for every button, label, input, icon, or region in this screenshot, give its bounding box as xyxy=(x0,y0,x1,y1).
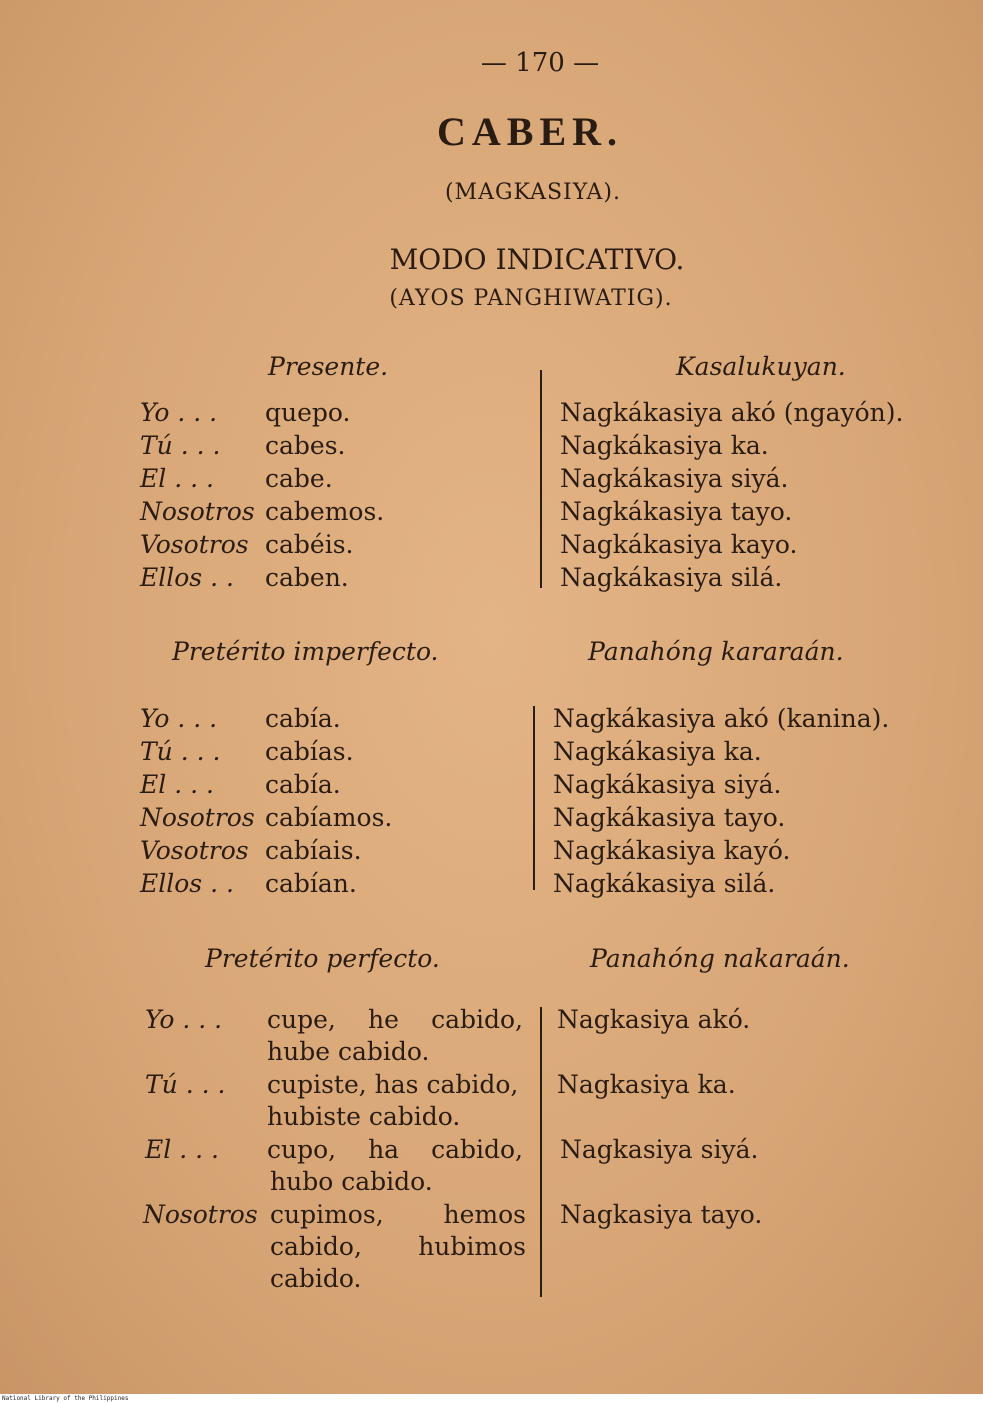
pronoun: El . . . xyxy=(140,464,214,493)
verb-title: CABER. xyxy=(436,109,624,154)
tagalog-line: Nagkasiya siyá. xyxy=(560,1135,759,1164)
tagalog-line: Nagkákasiya ka. xyxy=(560,431,769,460)
conjugation-row xyxy=(140,836,362,865)
pronoun: El . . . xyxy=(145,1135,219,1164)
verb-form: caben. xyxy=(265,563,349,592)
mode-title: MODO INDICATIVO. xyxy=(389,243,685,276)
tagalog-line: Nagkasiya akó. xyxy=(557,1005,751,1034)
tagalog-line: Nagkasiya tayo. xyxy=(560,1200,763,1229)
tagalog-line: Nagkákasiya silá. xyxy=(553,869,776,898)
verb-form: cabido. xyxy=(270,1264,362,1293)
pronoun: Tú . . . xyxy=(140,431,221,460)
tagalog-line: Nagkákasiya ka. xyxy=(553,737,762,766)
verb-tagalog: (MAGKASIYA). xyxy=(444,180,622,205)
tagalog-line: Nagkákasiya kayo. xyxy=(560,530,798,559)
tagalog-line: Nagkákasiya kayó. xyxy=(553,836,791,865)
verb-form: cabías. xyxy=(265,737,354,766)
pronoun: Tú . . . xyxy=(140,737,221,766)
perfecto-heading-tl: Panahóng nakaraán. xyxy=(590,944,850,973)
perfecto-heading-es: Pretérito perfecto. xyxy=(205,944,440,973)
pronoun: Nosotros xyxy=(140,803,255,832)
conjugation-row xyxy=(140,803,392,832)
verb-form: cupo, ha cabido, xyxy=(267,1135,523,1164)
verb-form: cupe, he cabido, xyxy=(267,1005,523,1034)
pronoun: Yo . . . xyxy=(140,704,218,733)
verb-form: cabíais. xyxy=(265,836,362,865)
conjugation-row xyxy=(140,431,345,460)
imperfecto-heading-es: Pretérito imperfecto. xyxy=(172,637,439,666)
verb-form: cabía. xyxy=(265,704,341,733)
verb-form: cupimos, hemos xyxy=(270,1200,526,1229)
pronoun: Vosotros xyxy=(140,836,249,865)
pronoun: Yo . . . xyxy=(145,1005,223,1034)
verb-form: cabéis. xyxy=(265,530,354,559)
imperfecto-heading-tl: Panahóng kararaán. xyxy=(588,637,844,666)
pronoun: Vosotros xyxy=(140,530,249,559)
verb-form: cabían. xyxy=(265,869,357,898)
verb-form: cabes. xyxy=(265,431,346,460)
verb-form: quepo. xyxy=(265,398,351,427)
verb-form: cabía. xyxy=(265,770,341,799)
conjugation-row xyxy=(140,464,333,493)
verb-form: cabemos. xyxy=(265,497,385,526)
verb-form: cabíamos. xyxy=(265,803,393,832)
tagalog-line: Nagkasiya ka. xyxy=(557,1070,736,1099)
verb-form: cupiste, has cabido, xyxy=(267,1070,519,1099)
tagalog-line: Nagkákasiya silá. xyxy=(560,563,783,592)
conjugation-row xyxy=(140,869,357,898)
verb-form: cabe. xyxy=(265,464,333,493)
verb-form: hubiste cabido. xyxy=(267,1102,461,1131)
column-divider xyxy=(540,1007,542,1297)
pronoun: Ellos . . xyxy=(140,869,234,898)
page-number: — 170 — xyxy=(480,48,600,78)
tagalog-line: Nagkákasiya siyá. xyxy=(553,770,782,799)
tagalog-line: Nagkákasiya tayo. xyxy=(560,497,793,526)
footer-strip xyxy=(0,1394,983,1403)
pronoun: Tú . . . xyxy=(145,1070,226,1099)
pronoun: Ellos . . xyxy=(140,563,234,592)
pronoun: Nosotros xyxy=(143,1200,258,1229)
conjugation-row xyxy=(140,530,353,559)
footer-credit: National Library of the Philippines xyxy=(2,1395,129,1402)
conjugation-row xyxy=(140,737,354,766)
presente-heading-tl: Kasalukuyan. xyxy=(676,352,846,381)
mode-tagalog: (AYOS PANGHIWATIG). xyxy=(389,286,673,311)
conjugation-row xyxy=(140,563,349,592)
tagalog-line: Nagkákasiya siyá. xyxy=(560,464,789,493)
pronoun: Nosotros xyxy=(140,497,255,526)
tagalog-line: Nagkákasiya akó (ngayón). xyxy=(560,398,904,427)
verb-form: hube cabido. xyxy=(267,1037,430,1066)
column-divider xyxy=(533,706,535,890)
conjugation-row xyxy=(140,704,341,733)
conjugation-row xyxy=(140,398,350,427)
presente-heading-es: Presente. xyxy=(268,352,389,381)
tagalog-line: Nagkákasiya akó (kanina). xyxy=(553,704,890,733)
verb-form: cabido, hubimos xyxy=(270,1232,526,1261)
conjugation-row xyxy=(140,770,341,799)
pronoun: Yo . . . xyxy=(140,398,218,427)
tagalog-line: Nagkákasiya tayo. xyxy=(553,803,786,832)
column-divider xyxy=(540,370,542,588)
pronoun: El . . . xyxy=(140,770,214,799)
verb-form: hubo cabido. xyxy=(270,1167,433,1196)
conjugation-row xyxy=(140,497,384,526)
